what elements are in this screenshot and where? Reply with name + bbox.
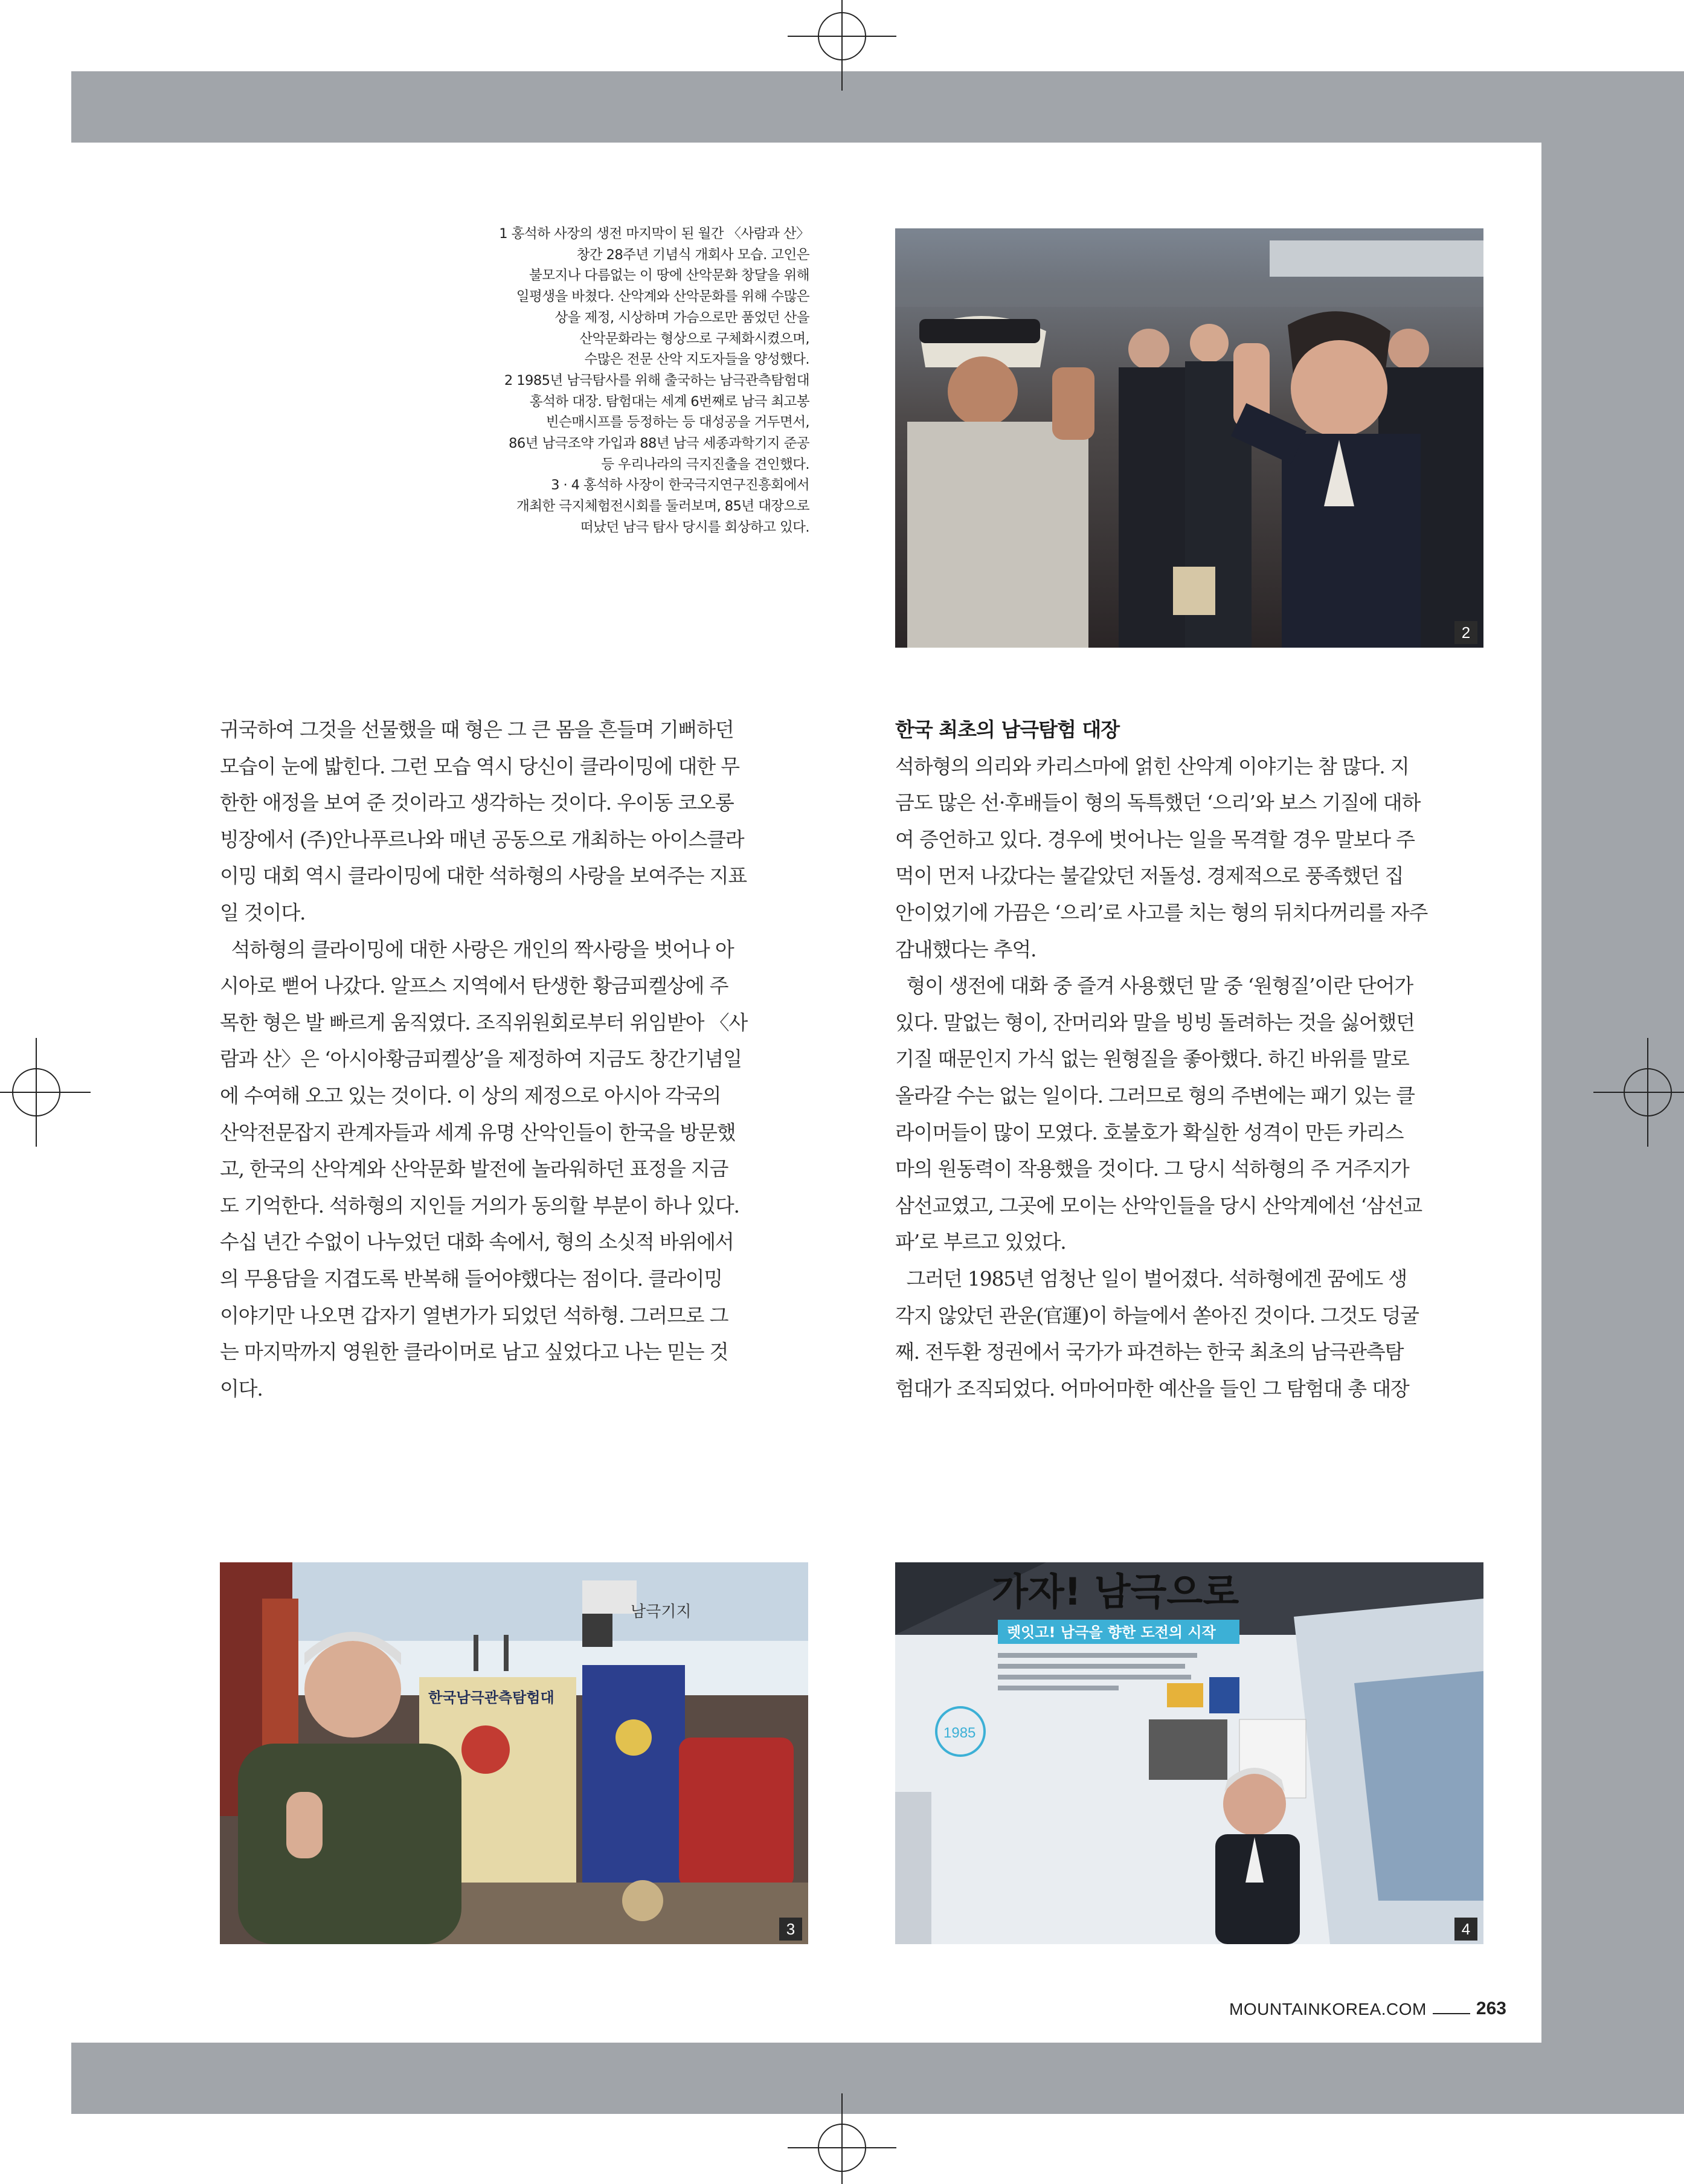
caption-line: 빈슨매시프를 등정하는 등 대성공을 거두면서, [545, 414, 809, 431]
page-footer [1229, 1995, 1506, 2019]
body-line: 한한 애정을 보여 준 것이라고 생각하는 것이다. 우이동 코오롱 [220, 791, 734, 815]
photo-exhibition-speech-image [220, 1562, 808, 1944]
body-line: 는 마지막까지 영원한 클라이머로 남고 싶었다고 나는 믿는 것 [220, 1340, 728, 1364]
body-line: 석하형의 의리와 카리스마에 얽힌 산악계 이야기는 참 많다. 지 [895, 754, 1409, 778]
photo-departure-salute-image [895, 228, 1483, 648]
body-line: 삼선교였고, 그곳에 모이는 산악인들을 당시 산악계에선 ‘삼선교 [895, 1193, 1422, 1217]
body-line: 그러던 1985년 엄청난 일이 벌어졌다. 석하형에겐 꿈에도 생 [895, 1266, 1407, 1290]
body-line: 여 증언하고 있다. 경우에 벗어나는 일을 목격할 경우 말보다 주 [895, 827, 1415, 851]
body-line: 각지 않았던 관운(官運)이 하늘에서 쏟아진 것이다. 그것도 덩굴 [895, 1303, 1419, 1327]
body-line: 빙장에서 (주)안나푸르나와 매년 공동으로 개최하는 아이스클라 [220, 827, 744, 851]
footer-site-name: MOUNTAINKOREA.COM [1229, 2000, 1427, 2018]
body-line: 째. 전두환 정권에서 국가가 파견하는 한국 최초의 남극관측탐 [895, 1340, 1404, 1364]
body-line: 이다. [220, 1376, 263, 1400]
body-line: 먹이 먼저 나갔다는 불같았던 저돌성. 경제적으로 풍족했던 집 [895, 864, 1404, 888]
body-line: 에 수여해 오고 있는 것이다. 이 상의 제정으로 아시아 각국의 [220, 1083, 721, 1107]
body-line: 수십 년간 수없이 나누었던 대화 속에서, 형의 소싯적 바위에서 [220, 1230, 734, 1254]
body-line: 라이머들이 많이 모였다. 호불호가 확실한 성격이 만든 카리스 [895, 1120, 1404, 1144]
body-line: 험대가 조직되었다. 어마어마한 예산을 들인 그 탐험대 총 대장 [895, 1376, 1409, 1400]
body-column-left [220, 712, 811, 1407]
caption-line: 수많은 전문 산악 지도자들을 양성했다. [584, 352, 809, 368]
body-line: 귀국하여 그것을 선물했을 때 형은 그 큰 몸을 흔들며 기뻐하던 [220, 718, 734, 741]
body-line: 도 기억한다. 석하형의 지인들 거의가 동의할 부분이 하나 있다. [220, 1193, 739, 1217]
caption-line: 등 우리나라의 극지진출을 견인했다. [601, 456, 809, 472]
body-line: 람과 산〉은 ‘아시아황금피켈상’을 제정하여 지금도 창간기념일 [220, 1047, 742, 1071]
registration-mark-right [1612, 1056, 1684, 1129]
photo-exhibition-wall [895, 1562, 1483, 1944]
caption-line: 불모지나 다름없는 이 땅에 산악문화 창달을 위해 [529, 268, 809, 284]
body-line: 감내했다는 추억. [895, 937, 1036, 961]
photo4-headline: 가자! 남극으로 [992, 1570, 1239, 1614]
caption-line: 창간 28주년 기념식 개회사 모습. 고인은 [576, 246, 809, 263]
caption-line: 홍석하 대장. 탐험대는 세계 6번째로 남극 최고봉 [529, 393, 809, 410]
body-line: 기질 때문인지 가식 없는 원형질을 좋아했다. 하긴 바위를 말로 [895, 1047, 1409, 1071]
body-line: 올라갈 수는 없는 일이다. 그러므로 형의 주변에는 패기 있는 클 [895, 1083, 1415, 1107]
caption-line: 1 홍석하 사장의 생전 마지막이 된 월간 〈사람과 산〉 [499, 226, 809, 242]
frame-top-band [71, 71, 1684, 143]
registration-mark-top [806, 0, 878, 72]
caption-line: 3 · 4 홍석하 사장이 한국극지연구진흥회에서 [551, 477, 809, 494]
photo4-year: 1985 [943, 1725, 976, 1741]
caption-line: 떠났던 남극 탐사 당시를 회상하고 있다. [580, 519, 809, 535]
registration-mark-left [0, 1056, 72, 1129]
body-line: 시아로 뻗어 나갔다. 알프스 지역에서 탄생한 황금피켈상에 주 [220, 974, 728, 998]
photo-exhibition-speech [220, 1562, 808, 1944]
caption-line: 86년 남극조약 가입과 88년 남극 세종과학기지 준공 [509, 436, 809, 452]
body-line: 형이 생전에 대화 중 즐겨 사용했던 말 중 ‘원형질’이란 단어가 [895, 974, 1413, 998]
photo-number-badge: 2 [1454, 621, 1477, 644]
caption-line: 일평생을 바쳤다. 산악계와 산악문화를 위해 수많은 [516, 289, 809, 305]
body-line: 일 것이다. [220, 900, 306, 924]
body-line: 있다. 말없는 형이, 잔머리와 말을 빙빙 돌려하는 것을 싫어했던 [895, 1010, 1415, 1034]
caption-line: 개최한 극지체험전시회를 둘러보며, 85년 대장으로 [516, 498, 809, 515]
photo-departure-salute [895, 228, 1483, 648]
body-line: 이야기만 나오면 갑자기 열변가가 되었던 석하형. 그러므로 그 [220, 1303, 728, 1327]
caption-line: 2 1985년 남극탐사를 위해 출국하는 남극관측탐험대 [504, 372, 809, 388]
body-line: 고, 한국의 산악계와 산악문화 발전에 놀라워하던 표정을 지금 [220, 1157, 728, 1181]
photo-exhibition-wall-image [895, 1562, 1483, 1944]
footer-page-number: 263 [1476, 1999, 1506, 2018]
body-line: 안이었기에 가끔은 ‘으리’로 사고를 치는 형의 뒤치다꺼리를 자주 [895, 900, 1428, 924]
body-line: 파’로 부르고 있었다. [895, 1230, 1066, 1254]
body-line: 산악전문잡지 관계자들과 세계 유명 산악인들이 한국을 방문했 [220, 1120, 736, 1144]
section-heading: 한국 최초의 남극탐험 대장 [895, 718, 1120, 741]
photo-number-badge: 4 [1454, 1918, 1477, 1941]
body-line: 목한 형은 발 빠르게 움직였다. 조직위원회로부터 위임받아 〈사 [220, 1010, 748, 1034]
caption-line: 산악문화라는 형상으로 구체화시켰으며, [579, 330, 809, 347]
body-line: 마의 원동력이 작용했을 것이다. 그 당시 석하형의 주 거주지가 [895, 1157, 1409, 1181]
body-line: 모습이 눈에 밟힌다. 그런 모습 역시 당신이 클라이밍에 대한 무 [220, 754, 739, 778]
photo3-banner-text: 한국남극관측탐험대 [428, 1689, 554, 1706]
registration-mark-bottom [806, 2112, 878, 2184]
footer-rule [1433, 2013, 1470, 2014]
body-line: 금도 많은 선·후배들이 형의 독특했던 ‘으리’와 보스 기질에 대하 [895, 791, 1421, 815]
photo-caption [423, 224, 809, 538]
frame-bottom-band [71, 2043, 1684, 2114]
body-line: 석하형의 클라이밍에 대한 사랑은 개인의 짝사랑을 벗어나 아 [220, 937, 734, 961]
caption-line: 상을 제정, 시상하며 가슴으로만 품었던 산을 [554, 309, 809, 326]
body-column-right [895, 712, 1486, 1407]
body-line: 의 무용담을 지겹도록 반복해 들어야했다는 점이다. 클라이밍 [220, 1266, 722, 1290]
body-line: 이밍 대회 역시 클라이밍에 대한 석하형의 사랑을 보여주는 지표 [220, 864, 747, 888]
photo-number-badge: 3 [779, 1918, 802, 1941]
svg-text:남극기지: 남극기지 [631, 1603, 692, 1621]
photo4-subheadline: 렛잇고! 남극을 향한 도전의 시작 [1007, 1624, 1216, 1641]
